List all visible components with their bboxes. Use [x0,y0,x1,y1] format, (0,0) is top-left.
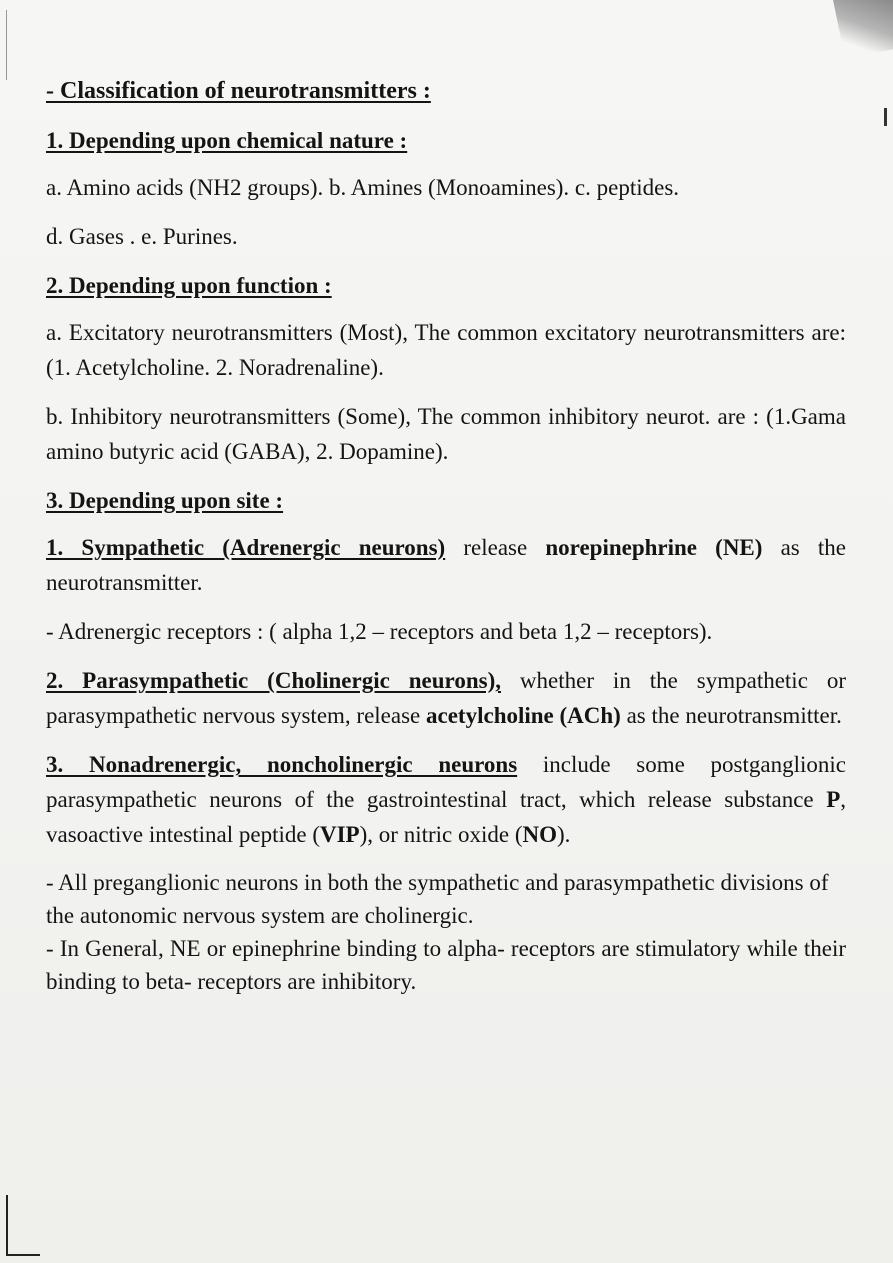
chemical-nature-line-2: d. Gases . e. Purines. [46,224,238,249]
nanc-vip: VIP [320,822,360,847]
parasympathetic-transmitter: acetylcholine (ACh) [426,703,621,728]
nanc-substance-p: P [826,787,841,812]
site-sympathetic [46,530,846,600]
function-inhibitory: b. Inhibitory neurotransmitters (Some), The common inhibitory neurot. are : (1.Gama amino butyric acid (GABA), 2. Dopamine). [46,404,846,464]
page-edge-bottom [6,1254,40,1256]
parasympathetic-label: 2. Parasympathetic (Cholinergic neurons), [46,668,501,693]
nanc-text-1: include some postganglionic parasympathetic neurons of the gastrointestinal tract, which release substance [46,752,846,812]
page-title: - Classification of neurotransmitters : [46,78,431,104]
sympathetic-transmitter: norepinephrine (NE) [545,535,763,560]
note-preganglionic: - All preganglionic neurons in both the sympathetic and parasympathetic divisions of the autonomic nervous system are cholinergic. [46,870,829,928]
nanc-no: NO [522,822,557,847]
corner-shadow [833,0,893,58]
nanc-text-4: ). [557,822,571,847]
site-nanc [46,747,846,852]
sympathetic-text-2: as the neurotransmitter. [46,535,846,595]
page-edge-left-top [6,10,7,80]
function-excitatory: a. Excitatory neurotransmitters (Most), The common excitatory neurotransmitters are: (1. Acetylcholine. 2. Noradrenaline). [46,320,846,380]
nanc-label: 3. Nonadrenergic, noncholinergic neurons [46,752,518,777]
nanc-text-3: ), or nitric oxide ( [359,822,523,847]
section-heading-function: 2. Depending upon function : [46,273,332,298]
page-edge-left-bottom [6,1195,8,1255]
section-heading-site: 3. Depending upon site : [46,488,284,513]
sympathetic-text-1: release [445,535,546,560]
edge-mark-right [884,108,887,126]
section-heading-chemical-nature: 1. Depending upon chemical nature : [46,128,408,153]
parasympathetic-text-2: as the neurotransmitter. [620,703,842,728]
adrenergic-receptors: - Adrenergic receptors : ( alpha 1,2 – receptors and beta 1,2 – receptors). [46,619,713,644]
site-parasympathetic [46,663,846,733]
document-body [46,74,846,998]
sympathetic-label: 1. Sympathetic (Adrenergic neurons) [46,535,446,560]
parasympathetic-text-1: whether in the sympathetic or parasympathetic nervous system, release [46,668,846,728]
note-receptor-binding: - In General, NE or epinephrine binding to alpha- receptors are stimulatory while their binding to beta- receptors are inhibitory. [46,936,846,994]
chemical-nature-line-1: a. Amino acids (NH2 groups). b. Amines (Monoamines). c. peptides. [46,175,680,200]
nanc-text-2: , vasoactive intestinal peptide ( [46,787,846,847]
